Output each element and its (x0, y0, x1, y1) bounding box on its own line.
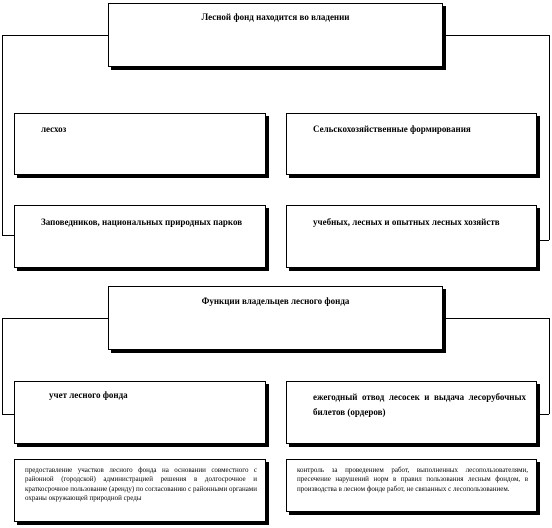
label-leskhoz: лесхоз (41, 124, 67, 134)
connector-line (549, 318, 550, 414)
box-educational-farms (286, 205, 537, 268)
title-ownership: Лесной фонд находится во владении (201, 12, 350, 22)
box-agri-formations (286, 113, 537, 175)
connector-line (537, 414, 549, 415)
connector-line (2, 318, 3, 414)
label-reserves: Заповедников, национальных природных парков (41, 217, 243, 227)
label-land-provision: предоставление участков лесного фонда на основании совместного с районной (городской) администрацией решения в долгосрочное и краткосрочное пользование (аренду) по согласованию с районными органами охраны окружающей природной среды (25, 466, 257, 503)
label-agri-formations: Сельскохозяйственные формирования (313, 124, 471, 134)
connector-line (549, 35, 550, 240)
box-forest-accounting (14, 381, 266, 444)
connector-line (443, 318, 549, 319)
box-work-control (286, 459, 537, 512)
connector-line (537, 240, 549, 241)
label-annual-allotment: ежегодный отвод лесосек и выдача лесорубочных билетов (ордеров) (313, 392, 526, 417)
connector-line (2, 235, 14, 236)
title-functions: Функции владельцев лесного фонда (201, 296, 350, 306)
connector-line (443, 35, 549, 36)
label-work-control: контроль за проведением работ, выполненных лесопользователями, пресечение нарушений норм в правил пользования лесным фондом, в производства в лесном фонде работ, не связанных с лесопользованием. (297, 466, 528, 493)
box-land-provision (14, 459, 266, 522)
connector-line (2, 35, 108, 36)
box-reserves (14, 205, 266, 268)
box-annual-allotment (286, 381, 537, 444)
connector-line (2, 414, 14, 415)
label-educational-farms: учебных, лесных и опытных лесных хозяйств (313, 217, 500, 227)
title-box-ownership (108, 3, 443, 67)
connector-line (2, 318, 108, 319)
box-leskhoz (14, 113, 266, 175)
label-forest-accounting: учет лесного фонда (49, 390, 128, 400)
connector-line (2, 35, 3, 235)
title-box-functions (108, 286, 443, 350)
